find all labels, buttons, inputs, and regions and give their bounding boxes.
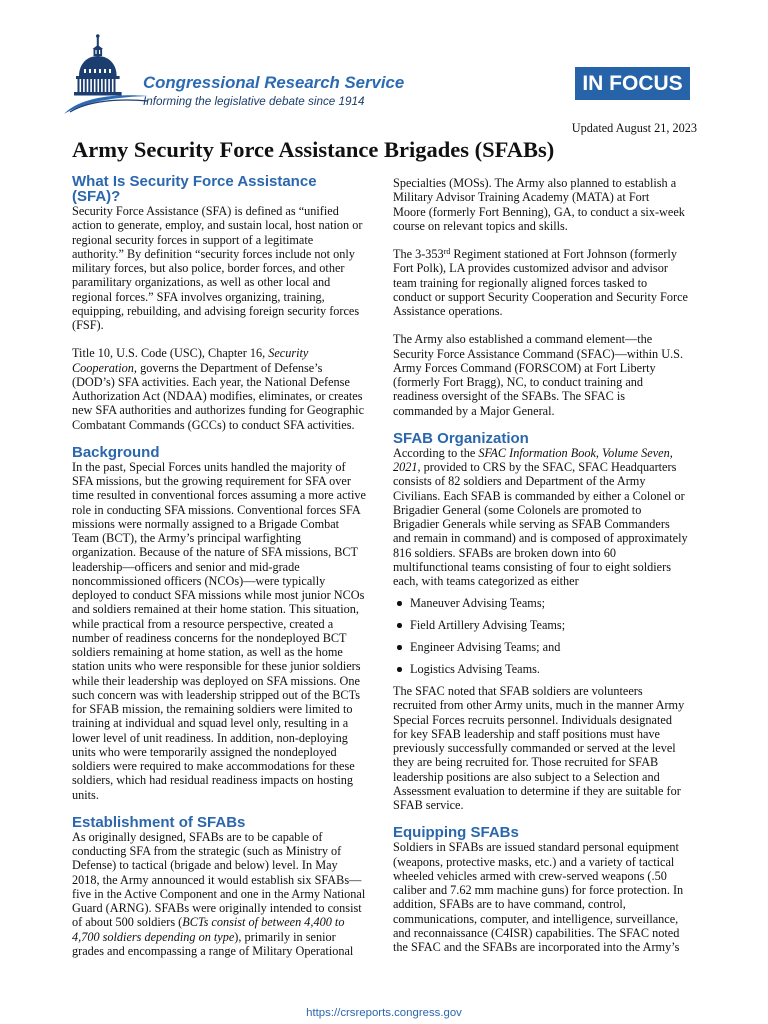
text-line: caliber and 7.62 mm machine guns) for force protection. In: [393, 883, 684, 897]
heading-line: (SFA)?: [72, 188, 121, 205]
text-line: [72, 346, 368, 360]
text-segment: Title 10, U.S. Code (USC), Chapter 16,: [72, 346, 269, 361]
paragraph: [72, 346, 368, 432]
text-line: leadership positions are also subject to a Selection and: [393, 769, 660, 784]
text-line: Specialties (MOSs). The Army also planned to establish a: [393, 176, 677, 190]
text-line: previously successfully commanded or served at the level: [393, 741, 676, 755]
text-line: units.: [72, 787, 99, 802]
text-line: Team (BCT), the Army’s principal warfighting: [72, 531, 302, 545]
text-line: Combatant Commands (GCCs) to conduct SFA activities.: [72, 417, 355, 432]
text-line: units who were temporarily assigned the nondeployed: [72, 744, 337, 759]
text-line: SFA missions, but the growing requirement for SFA over: [72, 474, 351, 488]
crsreports-link[interactable]: https://crsreports.congress.gov: [306, 1007, 462, 1019]
text-line: communications, computer, and intelligence, surveillance,: [393, 911, 679, 926]
italic-text: 4,700 soldiers depending on type: [72, 929, 235, 944]
text-line: recruited from other Army units, much in the manner Army: [393, 698, 685, 713]
bullet-dot-icon: [397, 623, 402, 628]
text-line: new SFA authorities and authorizes funding for Geographic: [72, 403, 365, 418]
text-line: authority.” By definition “security forces include not only: [72, 246, 355, 261]
bullet-text: Field Artillery Advising Teams;: [410, 618, 566, 632]
bullet-item: [393, 662, 698, 676]
text-line: regional forces.” SFA involves organizing, training,: [72, 289, 325, 304]
text-line: [393, 247, 698, 261]
text-line: (weapons, protective masks, etc.) and a variety of tactical: [393, 854, 675, 869]
bullet-dot-icon: [397, 667, 402, 672]
text-line: paramilitary organizations, as well as other local and: [72, 275, 331, 290]
document-title: Army Security Force Assistance Brigades (SFABs): [72, 137, 555, 162]
text-line: [72, 915, 368, 929]
text-line: Soldiers in SFABs are issued standard personal equipment: [393, 840, 679, 855]
text-line: Brigadier Generals while serving as SFAB Commanders: [393, 517, 670, 531]
italic-text: Cooperation,: [72, 360, 137, 375]
text-line: soldiers remaining at home station, as well as the home: [72, 645, 343, 659]
italic-text: BCTs consist of between 4,400 to: [182, 915, 345, 930]
text-line: regional security forces in support of a legitimate: [72, 232, 314, 247]
text-line: consists of 82 soldiers and Department of the Army: [393, 474, 646, 489]
section-heading: [72, 815, 368, 830]
text-line: course on relevant topics and skills.: [393, 218, 568, 233]
heading-line: Background: [72, 443, 160, 461]
paragraph: [393, 446, 698, 589]
heading-line: What Is Security Force Assistance: [72, 173, 317, 190]
paragraph: [393, 840, 698, 954]
text-line: (DOD’s) SFA activities. Each year, the National Defense: [72, 374, 350, 389]
text-line: (FSF).: [72, 318, 104, 332]
right-column: [393, 176, 698, 954]
section-heading: [72, 445, 368, 460]
text-line: 816 soldiers. SFABs are broken down into 60: [393, 545, 616, 560]
in-focus-badge: IN FOCUS: [575, 67, 690, 100]
superscript-text: rd: [443, 247, 451, 256]
bullet-dot-icon: [397, 645, 402, 650]
updated-date: Updated August 21, 2023: [571, 121, 697, 135]
text-line: deployed to conduct SFA missions while most junior NCOs: [72, 588, 365, 602]
text-line: time resulted in conventional forces assuming a more active: [72, 488, 366, 503]
text-line: leadership—officers and senior and mid-grade: [72, 559, 300, 574]
text-line: grades and encompassing a range of Military Operational: [72, 943, 354, 958]
text-line: wheeled vehicles armed with crew-served weapons (.50: [393, 868, 667, 883]
heading-line: Establishment of SFABs: [72, 813, 246, 831]
bullet-item: [393, 618, 698, 632]
bullet-list: [393, 596, 698, 676]
text-line: conducting SFA from the strategic (such as Ministry of: [72, 844, 342, 858]
text-line: five in the Active Component and one in the Army National: [72, 886, 366, 901]
text-line: each, with teams categorized as either: [393, 574, 579, 588]
text-line: equipping, rebuilding, and advising foreign security forces: [72, 303, 360, 318]
text-line: Army Forces Command (FORSCOM) at Fort Liberty: [393, 360, 656, 375]
text-line: Guard (ARNG). SFABs were originally intended to consist: [72, 901, 362, 915]
section-heading: [393, 431, 698, 446]
text-line: Civilians. Each SFAB is commanded by either a Colonel or: [393, 488, 685, 503]
text-line: and remain in command) and is composed of approximately: [393, 531, 688, 546]
text-line: [72, 361, 368, 375]
text-line: (formerly Fort Bragg), NC, to conduct training and: [393, 375, 644, 389]
text-line: The SFAC noted that SFAB soldiers are volunteers: [393, 684, 643, 698]
text-segment: ), primarily in senior: [234, 929, 336, 944]
text-line: Special Forces recruits personnel. Individuals designated: [393, 712, 672, 727]
bullet-text: Maneuver Advising Teams;: [410, 596, 546, 610]
paragraph: [393, 247, 698, 318]
text-line: Assistance operations.: [393, 304, 503, 318]
text-line: Fort Polk), LA provides customized advisor and advisor: [393, 261, 668, 276]
text-segment: provided to CRS by the SFAC, SFAC Headquarters: [420, 460, 677, 474]
text-line: Assessment evaluation to determine if they are suitable for: [393, 783, 681, 798]
text-line: Defense) to tactical (brigade and below) level. In May: [72, 858, 338, 873]
text-line: for key SFAB leadership and staff positions must have: [393, 726, 660, 741]
text-line: Brigadier General (some Colonels are promoted to: [393, 502, 642, 517]
text-line: addition, SFABs are to have command, control,: [393, 897, 626, 912]
text-line: As originally designed, SFABs are to be capable of: [72, 829, 323, 844]
text-line: soldiers were required to make accommodations for these: [72, 759, 355, 773]
text-line: Moore (formerly Fort Benning), GA, to conduct a six-week: [393, 204, 685, 219]
text-line: [72, 930, 368, 944]
text-line: readiness oversight of the SFABs. The SFAC is: [393, 389, 626, 404]
bullet-text: Logistics Advising Teams.: [410, 662, 540, 676]
heading-line: SFAB Organization: [393, 429, 529, 447]
org-name: Congressional Research Service: [143, 73, 405, 92]
text-line: multifunctional teams consisting of four to eight soldiers: [393, 559, 671, 574]
paragraph: [393, 684, 698, 812]
capitol-dome-icon: [74, 34, 122, 95]
bullet-text: Engineer Advising Teams; and: [410, 640, 561, 654]
italic-text: 2021,: [393, 460, 421, 474]
crs-capitol-logo: [62, 32, 148, 116]
paragraph: [72, 204, 368, 332]
section-heading: [72, 174, 368, 204]
heading-line: Equipping SFABs: [393, 824, 519, 842]
text-line: [393, 460, 698, 474]
text-line: for SFAB mission, the remaining soldiers were limited to: [72, 702, 353, 716]
bullet-dot-icon: [397, 601, 402, 606]
text-line: and soldiers remained at their home station. This situation,: [72, 602, 359, 617]
text-line: Security Force Assistance (SFA) is defined as “unified: [72, 204, 339, 218]
bullet-item: [393, 596, 698, 610]
text-line: Authorization Act (NDAA) modifies, eliminates, or creates: [72, 389, 363, 403]
text-line: 2018, the Army announced it would establish six SFABs—: [72, 872, 362, 887]
text-segment: governs the Department of Defense’s: [137, 360, 323, 375]
text-line: action to generate, employ, and sustain local, host nation or: [72, 218, 363, 233]
text-segment: of about 500 soldiers (: [72, 915, 183, 930]
paragraph: [393, 332, 698, 418]
text-line: such concern was with leadership stripped out of the BCTs: [72, 687, 360, 702]
text-line: number of readiness concerns for the nondeployed BCT: [72, 630, 347, 645]
text-line: SFAB service.: [393, 798, 464, 812]
org-tagline: Informing the legislative debate since 1914: [143, 95, 365, 108]
text-line: soldiers, which had residual readiness impacts on hosting: [72, 773, 354, 788]
text-segment: The 3-353: [393, 247, 444, 261]
swoosh-icon: [64, 95, 148, 114]
paragraph: [72, 460, 368, 802]
text-segment: According to the: [393, 445, 479, 460]
bullet-item: [393, 640, 698, 654]
text-line: Military Advisor Training Academy (MATA) at Fort: [393, 190, 650, 205]
italic-text: SFAC Information Book, Volume Seven,: [478, 445, 673, 460]
text-line: organization. Because of the nature of SFA missions, BCT: [72, 545, 359, 560]
text-line: station units who were responsible for these junior soldiers: [72, 659, 361, 674]
text-line: team training for regionally aligned forces tasked to: [393, 275, 648, 290]
text-line: training at individual and squad level only, resulting in a: [72, 716, 349, 731]
left-column: [72, 174, 368, 958]
text-line: while their leadership was deployed on SFA missions. One: [72, 673, 360, 688]
text-line: they are being recruited for. Those recruited for SFAB: [393, 755, 659, 770]
text-line: [393, 446, 698, 460]
text-line: noncommissioned officers (NCOs)—were typically: [72, 573, 326, 588]
text-line: The Army also established a command element—the: [393, 332, 653, 347]
footer: [0, 1006, 768, 1020]
text-line: and reconnaissance (C4ISR) capabilities. The SFAC noted: [393, 925, 680, 940]
text-line: the SFAC and the SFABs are incorporated into the Army’s: [393, 940, 680, 954]
text-line: conduct or support Security Cooperation and Security Force: [393, 289, 688, 304]
italic-text: Security: [268, 346, 309, 361]
text-line: In the past, Special Forces units handled the majority of: [72, 459, 346, 474]
text-line: commanded by a Major General.: [393, 403, 555, 418]
text-line: Security Force Assistance Command (SFAC)—within U.S.: [393, 346, 684, 361]
paragraph: [393, 176, 698, 233]
text-segment: Regiment stationed at Fort Johnson (formerly: [450, 247, 677, 261]
text-line: missions were normally assigned to a Brigade Combat: [72, 516, 340, 531]
text-line: military forces, but also police, border forces, and other: [72, 261, 345, 275]
text-line: while practical from a resource perspective, created a: [72, 616, 334, 631]
text-line: lower level of unit readiness. In addition, non-deploying: [72, 730, 348, 745]
text-line: role in conducting SFA missions. Conventional forces SFA: [72, 502, 361, 517]
section-heading: [393, 825, 698, 840]
paragraph: [72, 830, 368, 958]
